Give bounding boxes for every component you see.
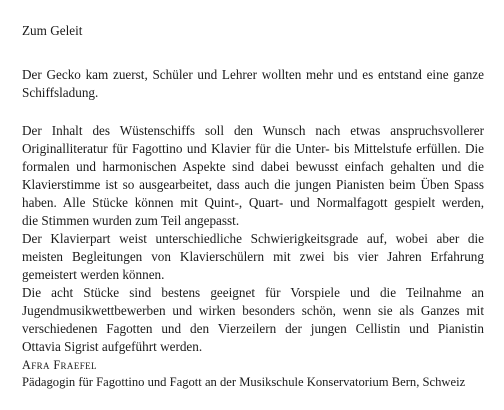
paragraph-2-line-3: formalen und harmonischen Aspekte sind dabei bewusst einfach gehalten und die: [22, 159, 484, 174]
author-role: Pädagogin für Fagottino und Fagott an der Musikschule Konservatorium Bern, Schweiz: [22, 375, 466, 389]
paragraph-1-line-2: Schiffsladung.: [22, 85, 99, 100]
paragraph-4-line-1: Die acht Stücke sind bestens geeignet für Vorspiele und die Teilnahme an: [22, 285, 484, 300]
paragraph-2-line-1: Der Inhalt des Wüstenschiffs soll den Wunsch nach etwas anspruchsvollerer: [22, 123, 484, 138]
paragraph-1-line-1: Der Gecko kam zuerst, Schüler und Lehrer wollten mehr und es entstand eine ganze: [22, 67, 484, 82]
paragraph-4-line-2: Jugendmusikwettbewerben und wirken besonders schön, wenn sie als Ganzes mit: [22, 303, 484, 318]
author-name: Afra Fraefel: [22, 358, 97, 372]
paragraph-3-line-3: gemeistert werden können.: [22, 267, 165, 282]
paragraph-2-line-2: Originalliteratur für Fagottino und Klavier für die Unter- bis Mittelstufe erfüllen. Die: [22, 141, 484, 156]
paragraph-4-line-3: verschiedenen Fagotten und den Vierzeilern der jungen Cellistin und Pianistin: [22, 321, 484, 336]
paragraph-2-line-6: die Stimmen wurden zum Teil angepasst.: [22, 213, 240, 228]
paragraph-4-line-4: Ottavia Sigrist aufgeführt werden.: [22, 339, 203, 354]
document-heading: Zum Geleit: [22, 23, 83, 38]
paragraph-3-line-2: meisten Begleitungen von Klavierschülern mit zwei bis vier Jahren Erfahrung: [22, 249, 484, 264]
paragraph-2-line-5: haben. Alle Stücke können mit Quint-, Quart- und Normalfagott gespielt werden,: [22, 195, 484, 210]
paragraph-2-line-4: Klavierstimme ist so ausgearbeitet, dass auch die jungen Pianisten beim Üben Spass: [22, 177, 484, 192]
paragraph-3-line-1: Der Klavierpart weist unterschiedliche Schwierigkeitsgrade auf, wobei aber die: [22, 231, 484, 246]
